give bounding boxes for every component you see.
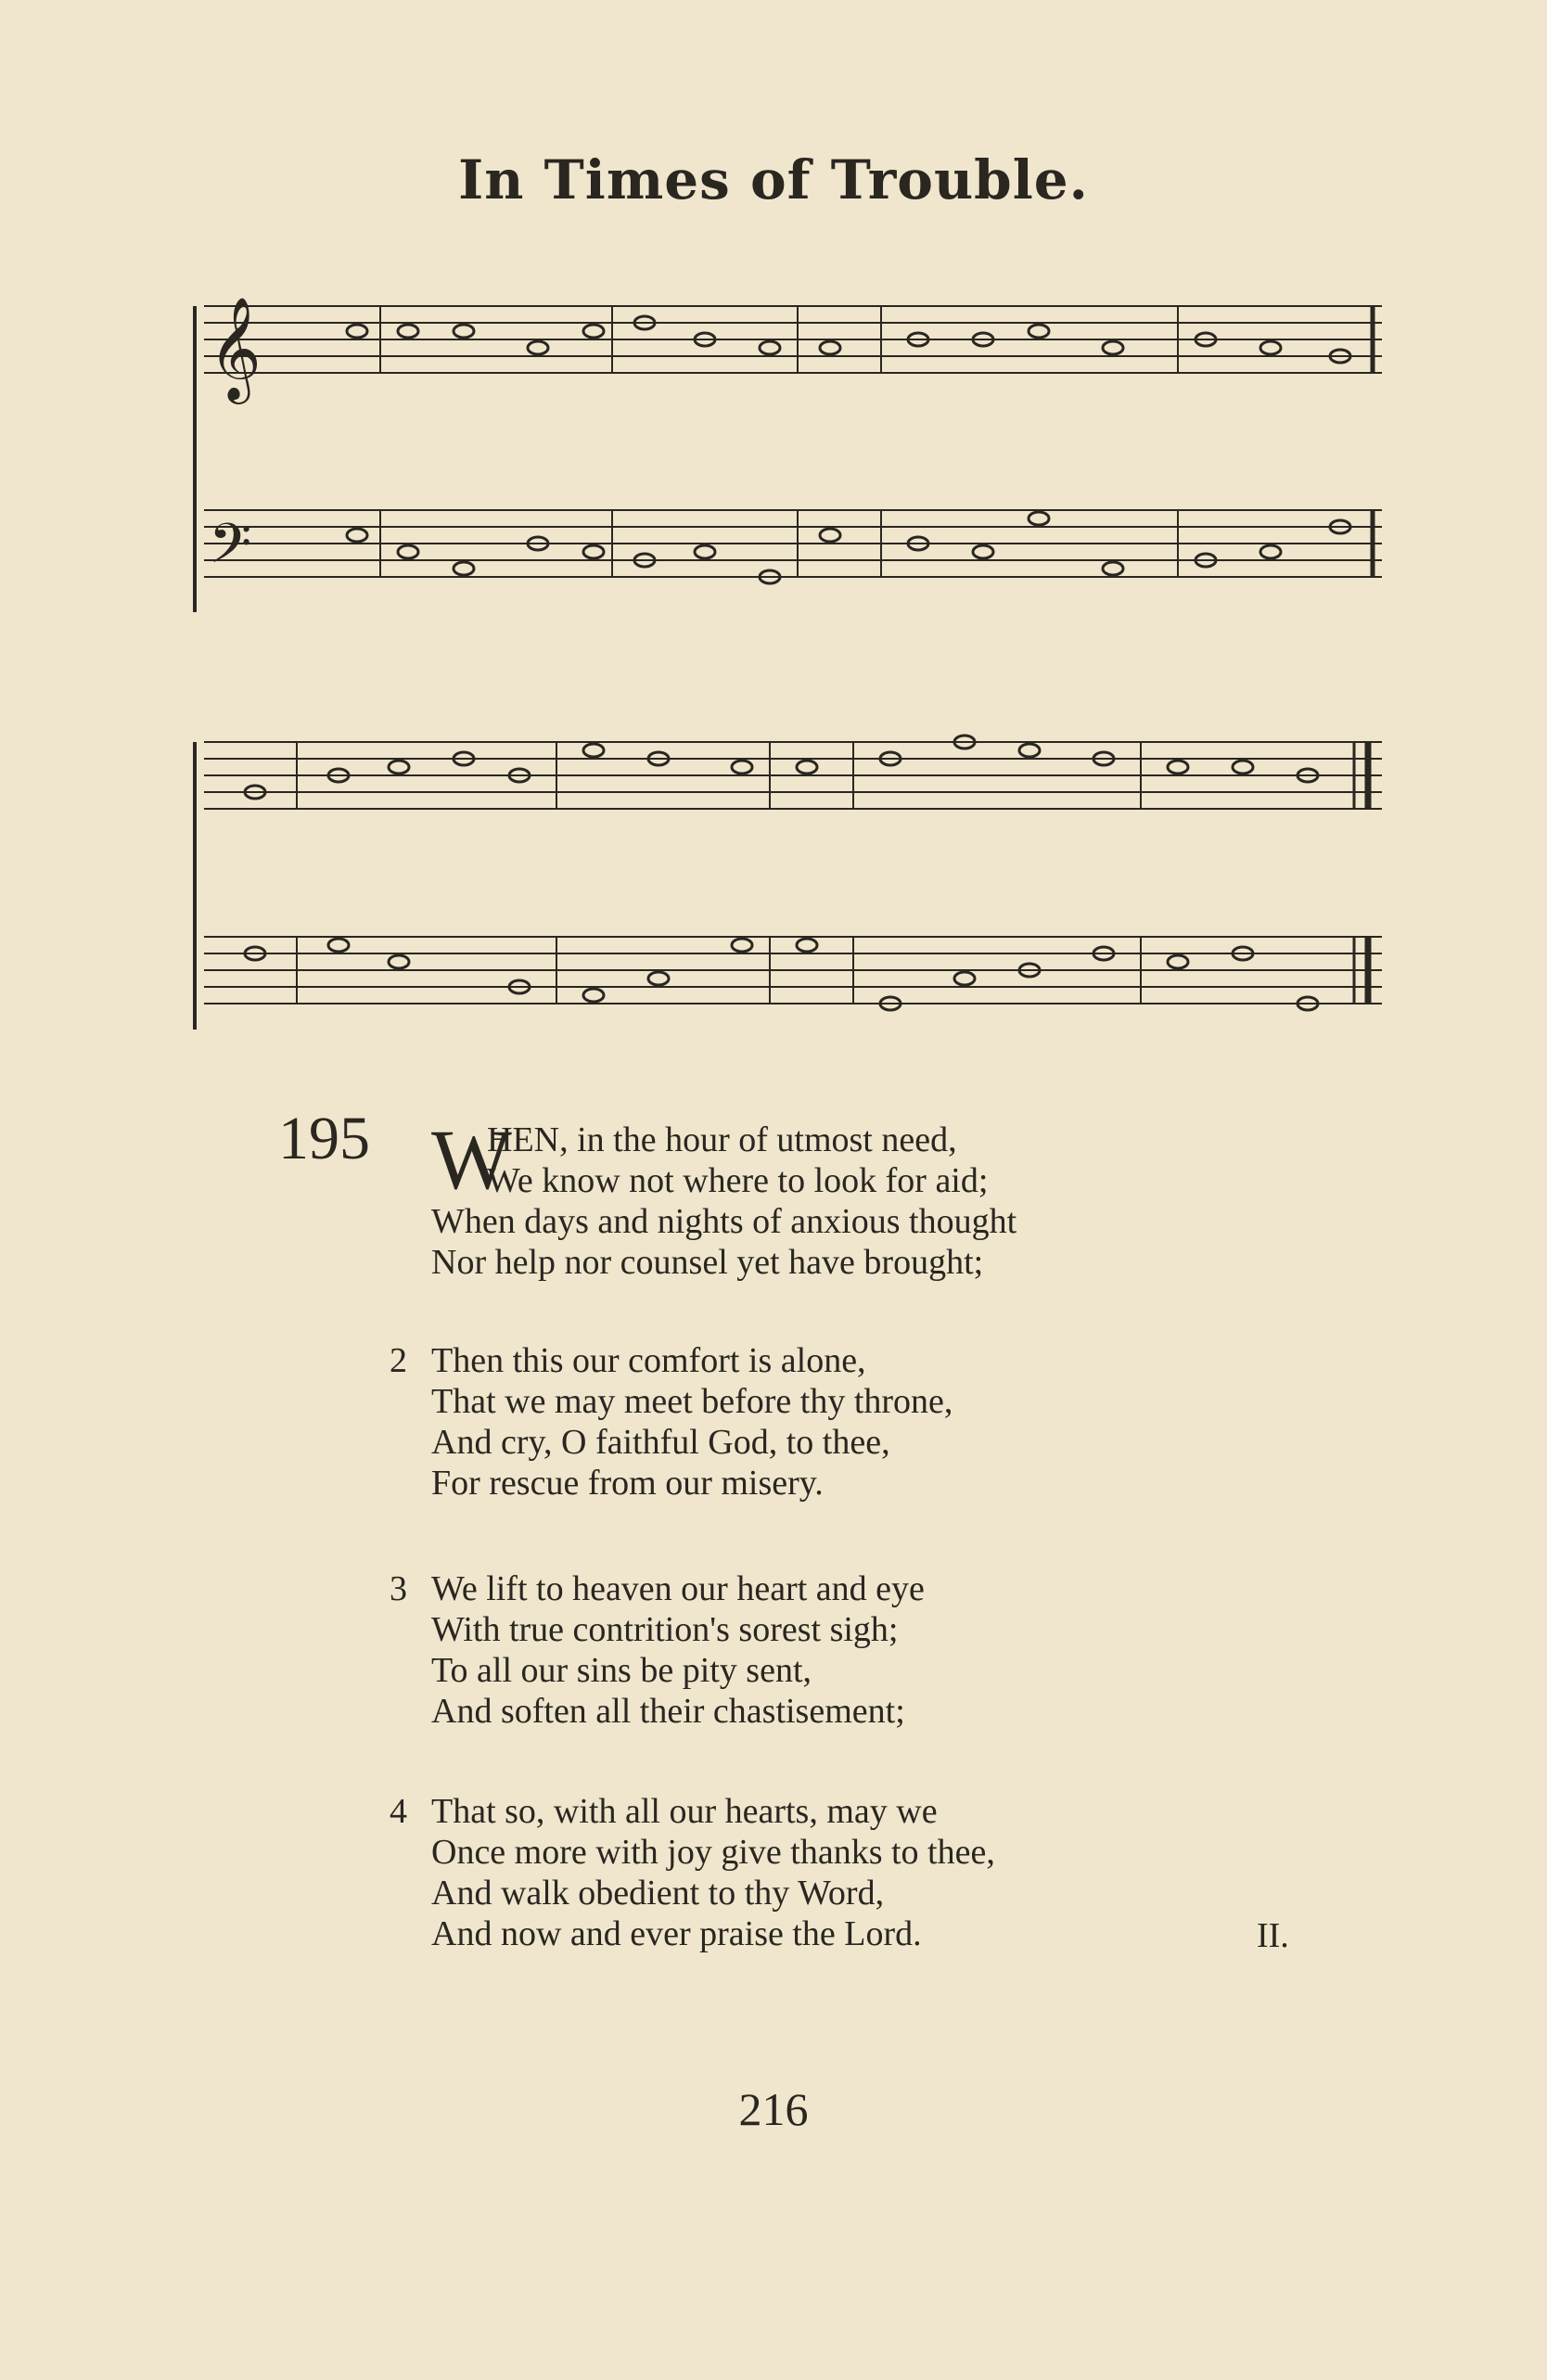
- music-system-2: [185, 714, 1391, 1067]
- tune-mark: II.: [1257, 1916, 1289, 1955]
- stanza-line: We lift to heaven our heart and eye: [431, 1569, 925, 1608]
- stanza-line: We know not where to look for aid;: [487, 1161, 989, 1200]
- stanza-line: When days and nights of anxious thought: [431, 1202, 1017, 1241]
- stanza-4: [390, 1791, 995, 1954]
- music-staff-system-2: [185, 714, 1391, 1067]
- stanza-2: [390, 1340, 953, 1503]
- page-number: 216: [738, 2083, 809, 2135]
- music-staff-system-1: [185, 278, 1391, 631]
- svg-text:𝄢: 𝄢: [209, 511, 252, 589]
- hymn-number: 195: [278, 1105, 370, 1172]
- svg-text:𝄞: 𝄞: [209, 296, 262, 400]
- stanza-line: For rescue from our misery.: [431, 1464, 824, 1503]
- music-system-1: [185, 278, 1391, 631]
- stanza-line: To all our sins be pity sent,: [431, 1651, 812, 1690]
- stanza-line: And walk obedient to thy Word,: [431, 1874, 885, 1913]
- drop-cap: W: [431, 1112, 512, 1207]
- stanza-number: 4: [390, 1792, 407, 1831]
- stanza-line: That we may meet before thy throne,: [431, 1382, 953, 1421]
- page-title: In Times of Trouble.: [458, 148, 1089, 211]
- stanza-line: Then this our comfort is alone,: [431, 1341, 866, 1380]
- stanza-3: [390, 1568, 925, 1732]
- stanza-line: With true contrition's sorest sigh;: [431, 1610, 899, 1649]
- stanza-number: 3: [390, 1569, 407, 1608]
- stanza-1: [431, 1112, 1017, 1283]
- stanza-line: HEN, in the hour of utmost need,: [487, 1120, 957, 1159]
- stanza-line: Once more with joy give thanks to thee,: [431, 1833, 995, 1872]
- stanza-line: That so, with all our hearts, may we: [431, 1792, 938, 1831]
- stanza-line: And soften all their chastisement;: [431, 1692, 905, 1731]
- stanza-line: And cry, O faithful God, to thee,: [431, 1423, 890, 1462]
- stanza-line: And now and ever praise the Lord.: [431, 1914, 922, 1953]
- stanza-line: Nor help nor counsel yet have brought;: [431, 1243, 984, 1282]
- stanza-number: 2: [390, 1341, 407, 1380]
